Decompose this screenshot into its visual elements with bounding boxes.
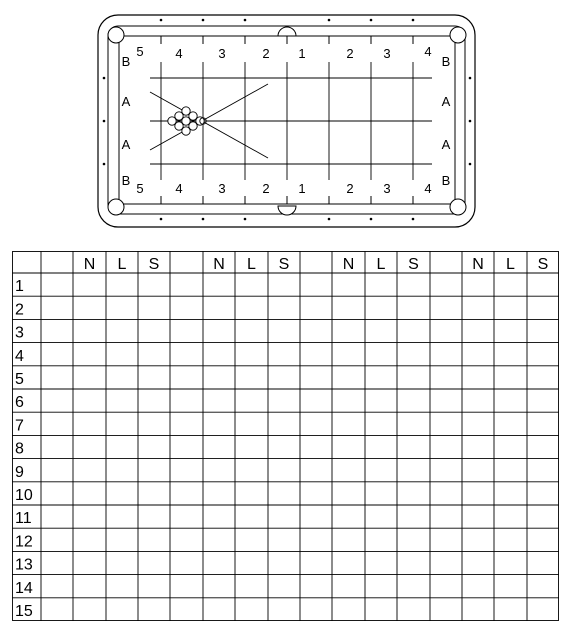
zone-label-bottom: 3 — [218, 181, 226, 196]
column-header: L — [376, 256, 386, 273]
row-label: 4 — [15, 347, 24, 365]
row-label: 1 — [15, 278, 24, 296]
zone-label-top: 5 — [136, 44, 144, 59]
zone-label-bottom: 4 — [175, 181, 183, 196]
pocket-top-middle-icon — [278, 27, 296, 36]
zone-label-top: 4 — [424, 44, 432, 59]
score-sheet-border — [13, 252, 559, 621]
side-label-left: B — [121, 173, 131, 188]
row-label: 3 — [15, 324, 24, 342]
score-sheet-lines — [12, 251, 559, 621]
column-header: N — [342, 256, 355, 273]
column-header: N — [83, 256, 96, 273]
row-label: 8 — [15, 440, 24, 458]
column-header: L — [506, 256, 515, 273]
row-label: 13 — [15, 556, 33, 574]
zone-label-bottom: 2 — [346, 181, 354, 196]
zone-label-bottom: 1 — [298, 181, 306, 196]
column-header: S — [408, 256, 419, 273]
side-label-left: A — [121, 137, 131, 152]
side-label-right: A — [441, 94, 451, 109]
left-side-labels — [122, 54, 131, 188]
pocket-bottom-right-icon — [450, 199, 466, 215]
bottom-zone-labels — [136, 181, 431, 196]
row-label: 11 — [15, 510, 32, 528]
score-sheet-headers — [84, 256, 549, 273]
right-side-labels — [442, 54, 451, 188]
row-label: 6 — [15, 394, 24, 412]
zone-label-top: 2 — [346, 46, 354, 61]
pocket-top-right-icon — [450, 27, 466, 43]
column-header: L — [117, 256, 127, 273]
zone-label-bottom: 3 — [383, 181, 391, 196]
row-label: 10 — [15, 487, 33, 504]
zone-label-top: 2 — [262, 46, 270, 61]
row-label: 5 — [15, 371, 24, 388]
table-cushion — [108, 26, 465, 214]
zone-label-top: 3 — [218, 46, 226, 61]
pocket-top-left-icon — [108, 27, 124, 43]
zone-label-top: 4 — [175, 46, 183, 61]
side-label-right: A — [441, 137, 451, 152]
pocket-bottom-left-icon — [108, 199, 124, 215]
side-label-left: B — [121, 54, 131, 69]
top-zone-labels — [136, 44, 431, 61]
score-sheet-grid — [12, 251, 559, 621]
side-label-left: A — [121, 94, 131, 109]
row-label: 14 — [15, 579, 33, 597]
zone-label-bottom: 5 — [136, 181, 144, 196]
column-header: S — [278, 256, 290, 273]
row-label: 12 — [15, 533, 33, 551]
row-label: 15 — [15, 603, 33, 620]
column-header: N — [213, 256, 225, 273]
ball-rack-icon — [168, 107, 206, 135]
side-label-right: B — [441, 54, 451, 69]
zone-label-top: 1 — [298, 46, 306, 61]
column-header: S — [148, 256, 160, 273]
column-header: N — [472, 256, 484, 273]
zone-label-bottom: 4 — [424, 181, 432, 196]
column-header: S — [537, 256, 549, 273]
zone-label-top: 3 — [383, 46, 391, 61]
zone-label-bottom: 2 — [262, 181, 270, 196]
pool-table-diagram — [0, 0, 583, 240]
column-header: L — [247, 256, 256, 273]
table-grid — [150, 62, 432, 180]
score-sheet-row-labels — [15, 278, 33, 620]
row-label: 7 — [15, 417, 24, 435]
row-label: 9 — [15, 463, 24, 481]
row-label: 2 — [15, 301, 24, 319]
side-label-right: B — [441, 173, 451, 188]
